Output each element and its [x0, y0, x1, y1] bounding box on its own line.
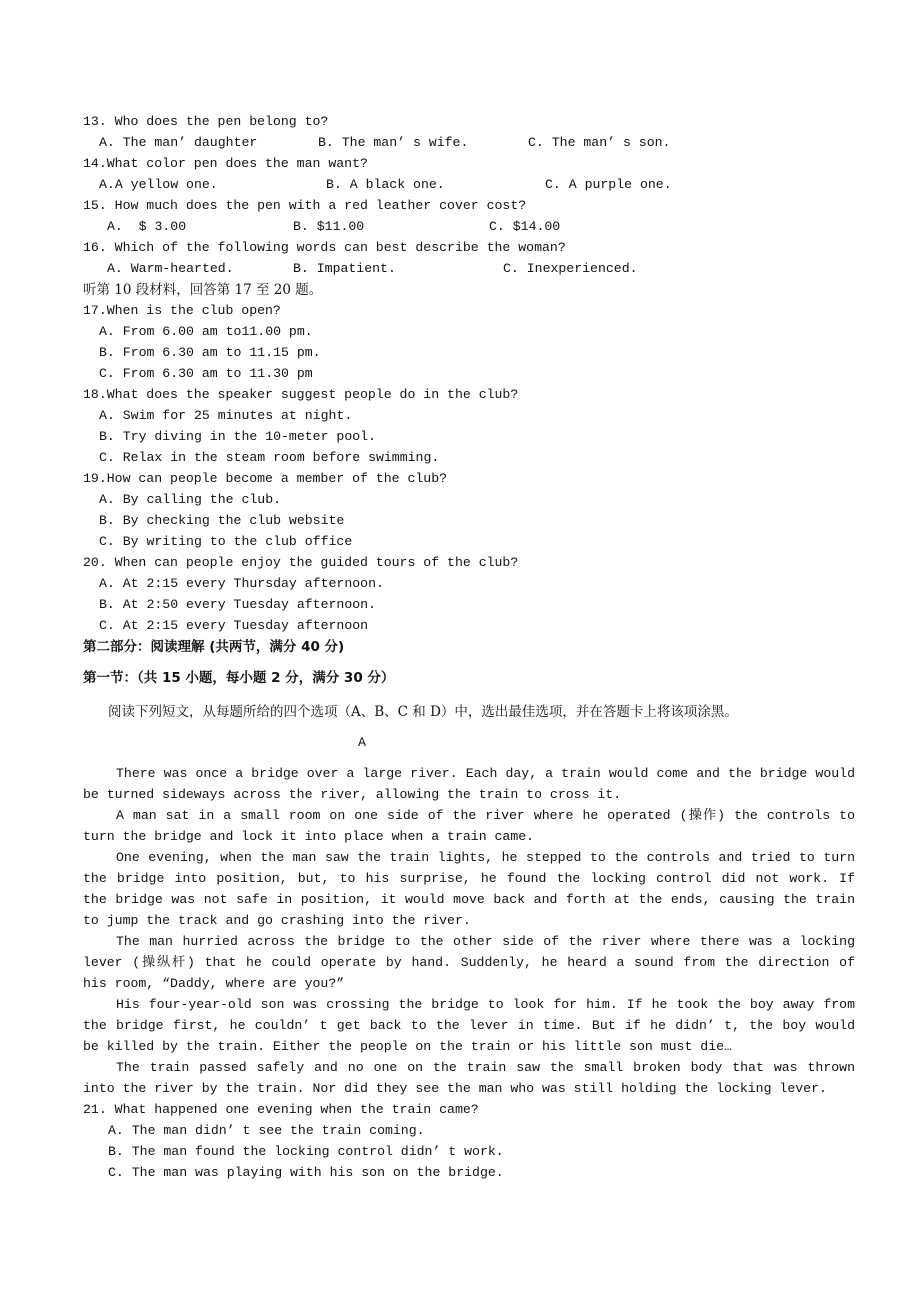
section-intro: 听第 10 段材料，回答第 17 至 20 题。 [83, 282, 323, 298]
part-title: 第二部分：阅读理解 (共两节，满分 40 分) [83, 639, 345, 655]
passage-line: the bridge into position, but, to his surprise, he found the locking control did not work. If [83, 871, 855, 886]
passage-line: The train passed safely and no one on the train saw the small broken body that was thrown [116, 1060, 855, 1075]
passage-line: be turned sideways across the river, allowing the train to cross it. [83, 787, 622, 802]
passage-label: A [358, 735, 366, 750]
answer-option: C. The man was playing with his son on the bridge. [108, 1165, 504, 1180]
answer-option: C. From 6.30 am to 11.30 pm [99, 366, 313, 381]
answer-option: C. $14.00 [489, 219, 561, 234]
passage-line: lever (操纵杆) that he could operate by hand. Suddenly, he heard a sound from the direction of [83, 955, 855, 970]
question-text: 17.When is the club open? [83, 303, 281, 318]
passage-line: be killed by the train. Either the people on the train or his little son must die… [83, 1039, 732, 1054]
passage-line: A man sat in a small room on one side of the river where he operated (操作) the controls to [116, 808, 855, 823]
passage-line: His four-year-old son was crossing the bridge to look for him. If he took the boy away from [116, 997, 855, 1012]
instruction-text: 阅读下列短文，从每题所给的四个选项（A、B、C 和 D）中，选出最佳选项，并在答题卡上将该项涂黑。 [108, 704, 738, 720]
question-text: 16. Which of the following words can best describe the woman? [83, 240, 566, 255]
answer-option: B. From 6.30 am to 11.15 pm. [99, 345, 321, 360]
answer-option: A. At 2:15 every Thursday afternoon. [99, 576, 384, 591]
question-text: 15. How much does the pen with a red leather cover cost? [83, 198, 527, 213]
answer-option: A. The man didn’ t see the train coming. [108, 1123, 425, 1138]
answer-option: C. At 2:15 every Tuesday afternoon [99, 618, 369, 633]
passage-line: his room, “Daddy, where are you?” [83, 976, 345, 991]
answer-option: B. A black one. [326, 177, 445, 192]
answer-option: C. Inexperienced. [503, 261, 638, 276]
answer-option: B. Impatient. [293, 261, 396, 276]
answer-option: B. Try diving in the 10-meter pool. [99, 429, 376, 444]
question-text: 21. What happened one evening when the train came? [83, 1102, 479, 1117]
passage-line: There was once a bridge over a large river. Each day, a train would come and the bridge would [116, 766, 855, 781]
passage-line: into the river by the train. Nor did they see the man who was still holding the locking lever. [83, 1081, 827, 1096]
question-text: 13. Who does the pen belong to? [83, 114, 329, 129]
answer-option: A. Warm-hearted. [107, 261, 234, 276]
answer-option: B. The man found the locking control didn’ t work. [108, 1144, 504, 1159]
answer-option: B. By checking the club website [99, 513, 345, 528]
passage-line: The man hurried across the bridge to the other side of the river where there was a locking [116, 934, 855, 949]
answer-option: A. Swim for 25 minutes at night. [99, 408, 353, 423]
answer-option: A. From 6.00 am to11.00 pm. [99, 324, 313, 339]
answer-option: A. $ 3.00 [107, 219, 187, 234]
question-text: 14.What color pen does the man want? [83, 156, 368, 171]
answer-option: C. Relax in the steam room before swimming. [99, 450, 440, 465]
passage-line: the bridge first, he couldn’ t get back to the lever in time. But if he didn’ t, the boy would [83, 1018, 855, 1033]
answer-option: A. The man’ daughter [99, 135, 258, 150]
answer-option: A.A yellow one. [99, 177, 218, 192]
passage-line: turn the bridge and lock it into place when a train came. [83, 829, 535, 844]
answer-option: C. By writing to the club office [99, 534, 353, 549]
answer-option: B. The man’ s wife. [318, 135, 469, 150]
answer-option: A. By calling the club. [99, 492, 282, 507]
passage-line: to jump the track and go crashing into the river. [83, 913, 471, 928]
question-text: 20. When can people enjoy the guided tours of the club? [83, 555, 519, 570]
passage-line: the bridge was not safe in position, it would move back and forth at the ends, causing the train [83, 892, 855, 907]
answer-option: C. A purple one. [545, 177, 672, 192]
question-text: 18.What does the speaker suggest people do in the club? [83, 387, 519, 402]
answer-option: B. At 2:50 every Tuesday afternoon. [99, 597, 376, 612]
question-text: 19.How can people become a member of the club? [83, 471, 448, 486]
section-title: 第一节：（共 15 小题，每小题 2 分，满分 30 分） [83, 670, 395, 686]
answer-option: C. The man’ s son. [528, 135, 671, 150]
passage-line: One evening, when the man saw the train lights, he stepped to the controls and tried to turn [116, 850, 855, 865]
answer-option: B. $11.00 [293, 219, 365, 234]
